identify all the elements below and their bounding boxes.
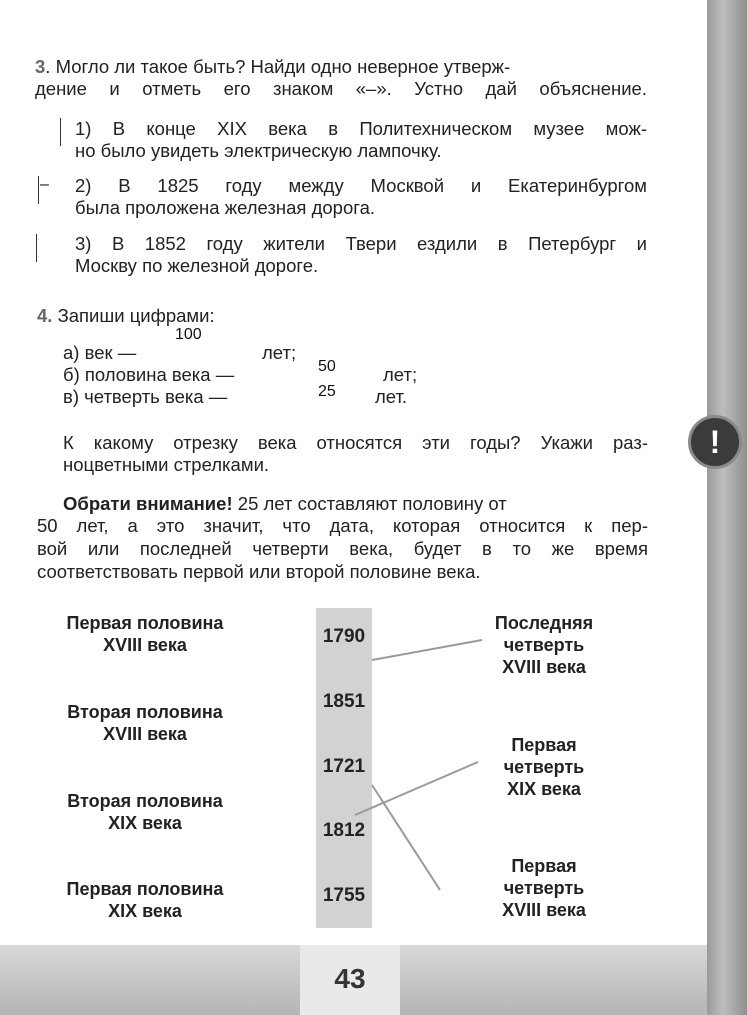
task3-item2-line1: 2) В 1825 году между Москвой и Екатеринбургом — [75, 175, 647, 196]
left-label-2: Вторая половина XVIII века — [67, 702, 223, 744]
note-line3: вой или последней четверти века, будет в то же время — [37, 538, 648, 559]
note-bold: Обрати внимание! — [63, 493, 233, 514]
question-line2: ноцветными стрелками. — [63, 454, 270, 475]
left-label-4: Первая половина XIX века — [66, 879, 224, 921]
exclamation-icon: ! — [688, 415, 742, 469]
task3-line1: Могло ли такое быть? Найди одно неверное утверж- — [55, 56, 511, 77]
task3-item1-line1: 1) В конце XIX века в Политехническом музее мож- — [75, 118, 647, 139]
question-line1: К какому отрезку века относятся эти годы? Укажи раз- — [63, 432, 648, 453]
year-1755: 1755 — [322, 885, 366, 906]
answer-100: 100 — [175, 326, 202, 343]
left-label-3: Вторая половина XIX века — [67, 791, 223, 833]
row-a-prefix: а) век — — [63, 342, 137, 363]
right-label-3: Первая четверть XVIII века — [502, 856, 586, 920]
task3-item3-line2: Москву по железной дороге. — [75, 255, 319, 276]
connector-line — [372, 640, 482, 660]
row-c-suffix: лет. — [375, 386, 408, 407]
task3-item2-line2: была проложена железная дорога. — [75, 197, 376, 218]
dash-mark: – — [40, 176, 49, 193]
note-line4: соответствовать первой или второй половине века. — [37, 561, 481, 582]
left-label-1: Первая половина XVIII века — [66, 613, 224, 655]
task3-number: 3 — [35, 56, 46, 77]
year-1721: 1721 — [322, 756, 366, 777]
task4-title: Запиши цифрами: — [57, 305, 215, 326]
year-1790: 1790 — [322, 626, 366, 647]
year-1812: 1812 — [322, 820, 366, 841]
task3-heading-line2: дение и отметь его знаком «–». Устно дай объяснение. — [35, 78, 647, 99]
task4-number: 4. — [37, 305, 53, 326]
task3-heading-line1: 3. Могло ли такое быть? Найди одно неверное утверж- — [35, 56, 511, 77]
row-b-suffix: лет; — [383, 364, 418, 385]
row-a-suffix: лет; — [262, 342, 297, 363]
answer-25: 25 — [318, 383, 336, 400]
right-label-1: Последняя четверть XVIII века — [494, 613, 594, 677]
connector-line — [372, 785, 440, 890]
note-line2: 50 лет, а это значит, что дата, которая относится к пер- — [37, 515, 648, 536]
row-c-prefix: в) четверть века — — [63, 386, 228, 407]
note-line1-rest: 25 лет составляют половину от — [232, 493, 507, 514]
answer-50: 50 — [318, 358, 336, 375]
row-b-prefix: б) половина века — — [63, 364, 235, 385]
year-1851: 1851 — [322, 691, 366, 712]
task3-item1-line2: но было увидеть электрическую лампочку. — [75, 140, 442, 161]
task3-item3-line1: 3) В 1852 году жители Твери ездили в Петербург и — [75, 233, 647, 254]
page-number: 43 — [300, 945, 400, 1015]
right-label-2: Первая четверть XIX века — [503, 735, 585, 799]
